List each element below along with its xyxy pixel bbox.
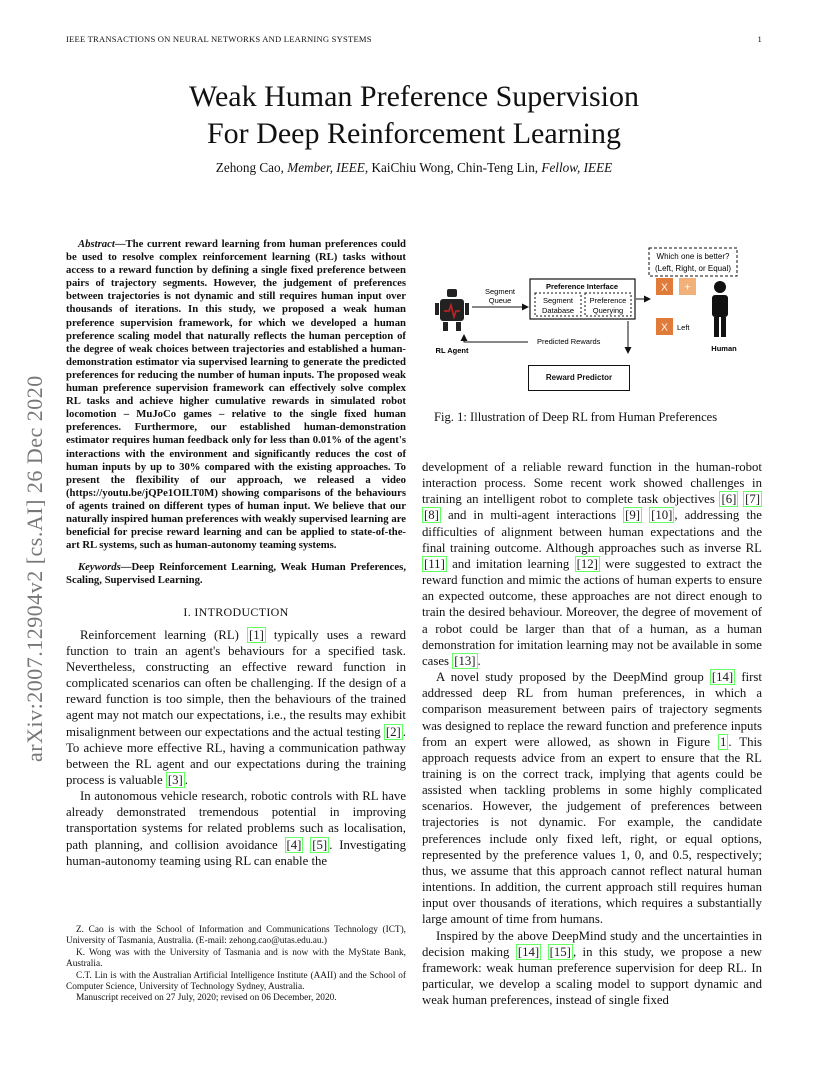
robot-icon xyxy=(435,289,469,331)
authors xyxy=(0,160,828,176)
footnote-2: K. Wong was with the University of Tasmania and is now with the MyState Bank, Australia. xyxy=(66,947,406,970)
citation-link[interactable]: [7] xyxy=(745,492,760,507)
author-1-role: Member, IEEE, xyxy=(287,160,369,175)
paper-title xyxy=(0,78,828,152)
citation-link[interactable]: [12] xyxy=(576,556,598,571)
figure-link[interactable]: 1 xyxy=(719,734,727,749)
arxiv-id: arXiv:2007.12904v2 [cs.AI] 26 Dec 2020 xyxy=(22,375,47,762)
title-line-1: Weak Human Preference Supervision xyxy=(189,80,639,113)
citation-link[interactable]: [1] xyxy=(248,627,264,642)
abstract-label: Abstract xyxy=(78,238,115,250)
citation-link[interactable]: [6] xyxy=(721,492,737,507)
section-heading: I. INTRODUCTION xyxy=(183,605,289,620)
citation-link[interactable]: [14] xyxy=(711,670,734,685)
x-choice-mark: X xyxy=(661,282,668,294)
journal-name: IEEE TRANSACTIONS ON NEURAL NETWORKS AND LEARNING SYSTEMS xyxy=(66,34,372,44)
reward-predictor-box: Reward Predictor xyxy=(528,365,630,391)
citation-link[interactable]: [11] xyxy=(424,556,445,571)
right-paragraph-3: Inspired by the above DeepMind study and the uncertainties in decision making [14] [15] , in this study, we propose a new framework: weak human preference supervision for deep RL. In particular, we develop a scaling model to support dynamic and weak human preferences, instead of single fixed xyxy=(422,928,762,1008)
footnote-1: Z. Cao is with the School of Information and Communications Technology (ICT), University of Tasmania, Australia. (E-mail: zehong.cao@utas.edu.au.) xyxy=(66,925,406,947)
human-icon xyxy=(712,281,728,337)
citation-link[interactable]: [14] xyxy=(517,944,540,959)
rl-agent-label: RL Agent xyxy=(435,346,469,355)
citation-link[interactable]: [4] xyxy=(286,837,302,852)
right-paragraph-1: development of a reliable reward function in the human-robot interaction process. Some recent work showed challenges in training an intelligent robot to complete task objectives [6] [7] [8] and in multi-agent interactions [9] [10] , addressing the difficulties of alignment between human expectations and the final training outcome. Although approaches such as inverse RL [11] and imitation learning [12] were suggested to extract the reward function and mimic the actions of human experts to ensure an expected outcome, these approaches are not direct enough to train the desired behaviour. Moreover, the degree of movement of a robot could be larger than that of a human, as a human demonstration for imitation learning may not be available in some cases [13] . xyxy=(422,460,762,668)
keywords xyxy=(66,561,406,587)
segment-database-label: Segment xyxy=(542,296,574,305)
segment-database-label-2: Database xyxy=(541,306,575,315)
running-header xyxy=(66,34,762,44)
citation-link[interactable]: [3] xyxy=(167,773,183,787)
question-text: Which one is better? xyxy=(656,252,730,261)
preference-interface-label: Preference Interface xyxy=(545,282,619,291)
preference-querying-label-2: Querying xyxy=(592,306,624,315)
figure-caption: Fig. 1: Illustration of Deep RL from Human Preferences xyxy=(434,410,718,424)
author-2-3: KaiChiu Wong, Chin-Teng Lin, xyxy=(371,160,539,175)
right-column xyxy=(422,459,762,1008)
footnote-4: Manuscript received on 27 July, 2020; revised on 06 December, 2020. xyxy=(76,993,337,1004)
segment-queue-label: Segment xyxy=(484,287,516,296)
human-label: Human xyxy=(711,344,737,353)
page-number: 1 xyxy=(757,34,762,44)
citation-link[interactable]: [5] xyxy=(312,837,328,852)
intro-paragraph-2: In autonomous vehicle research, robotic controls with RL have already demonstrated tremendous potential in improving transportation systems for related problems such as localisation, path planning, and collision avoidance [4] [5] . Investigating human-autonomy teaming using RL can enable the xyxy=(66,789,407,868)
preference-querying-label: Preference xyxy=(589,296,627,305)
arrow-predicted-rewards xyxy=(464,335,528,342)
intro-paragraph-1: Reinforcement learning (RL) [1] typically uses a reward function to train an agent's behaviours for a specified task. Nevertheless, constructing an effective reward function in complicated scenarios can often be challenging. If the design of a reward function is too simple, then the behaviours of the trained agent may not match our expectations, i.e., the results may exhibit misalignment between our expectations and the actual testing [2] . To achieve more effective RL, having a communication pathway between the RL agent and our expectations during the training process is valuable [3] . xyxy=(66,627,406,787)
x-left-mark: X xyxy=(661,322,668,334)
title-line-2: For Deep Reinforcement Learning xyxy=(206,117,621,150)
arxiv-watermark xyxy=(12,292,52,762)
segment-queue-label-2: Queue xyxy=(488,296,512,305)
predicted-rewards-label: Predicted Rewards xyxy=(537,337,601,346)
citation-link[interactable]: [10] xyxy=(651,508,673,523)
citation-link[interactable]: [15] xyxy=(549,944,571,959)
keywords-label: Keywords xyxy=(78,561,121,574)
citation-link[interactable]: [8] xyxy=(424,508,439,523)
footnote-3: C.T. Lin is with the Australian Artificial Intelligence Institute (AAII) and the School of Computer Science, University of Technology Sydney, Australia. xyxy=(66,970,406,993)
left-column xyxy=(66,238,406,869)
left-label: Left xyxy=(677,323,690,332)
right-paragraph-2: A novel study proposed by the DeepMind group [14] first addressed deep RL from human preferences, in which a comparison measurement between pairs of trajectory segments was designed to replace the reward function and preference inputs from an expert were allowed, as shown in Figure 1 . This approach requests advice from an expert to ensure that the RL training is on the correct track, implying that agents could be assisted when tackling problems in some highly complicated scenarios. However, the judgement of preferences between trajectories is not dynamic. For example, the candidate preferences include only fixed left, right, or equal options, represented by the preference values 1, 0, and 0.5, respectively; thus, we assume that this approach cannot reflect natural human intentions. In addition, the current approach still requires human input over thousands of iterations, which requires a substantially large amount of time from humans. xyxy=(422,670,763,927)
abstract-text: —The current reward learning from human preferences could be used to resolve complex reinforcement learning (RL) tasks without access to a reward function by defining a single fixed preference between pairs of trajectory segments. However, the judgement of preferences between trajectories is not dynamic and still requires human input over thousands of iterations. In this study, we proposed a weak human preference supervision framework, for which we developed a human preference scaling model that naturally reflects the human perception of the degree of weak choices between trajectories and established a human-demonstration estimator via supervised learning to generate the predicted preferences for reducing the number of human inputs. The proposed weak human preference supervision framework can effectively solve complex RL tasks and achieve higher cumulative rewards in simulated robot locomotion – MuJoCo games – relative to the single fixed human preferences. Furthermore, our established human-demonstration estimator requires human feedback only for less than 0.01% of the agent's interactions with the environment and significantly reduces the cost of human inputs by up to 30% compared with the existing approaches. To present the flexibility of our approach, we released a video (https://youtu.be/jQPe1OILT0M) showing comparisons of the behaviours of agents trained on different types of human input. We believe that our naturally inspired human preferences with weakly supervised learning are beneficial for precise reward learning and can be applied to state-of-the-art RL systems, such as human-autonomy teaming systems. xyxy=(66,238,406,552)
author-3-role: Fellow, IEEE xyxy=(541,160,613,175)
abstract xyxy=(66,238,406,552)
plus-choice-mark: + xyxy=(684,282,691,294)
options-text: (Left, Right, or Equal) xyxy=(654,264,732,273)
footnotes xyxy=(66,925,406,1005)
citation-link[interactable]: [9] xyxy=(625,508,641,523)
figure-1-diagram xyxy=(432,245,762,365)
citation-link[interactable]: [2] xyxy=(385,724,401,739)
citation-link[interactable]: [13] xyxy=(454,653,476,668)
keywords-text: —Deep Reinforcement Learning, Weak Human Preferences, Scaling, Supervised Learning. xyxy=(66,561,406,587)
author-1: Zehong Cao, xyxy=(215,160,284,175)
